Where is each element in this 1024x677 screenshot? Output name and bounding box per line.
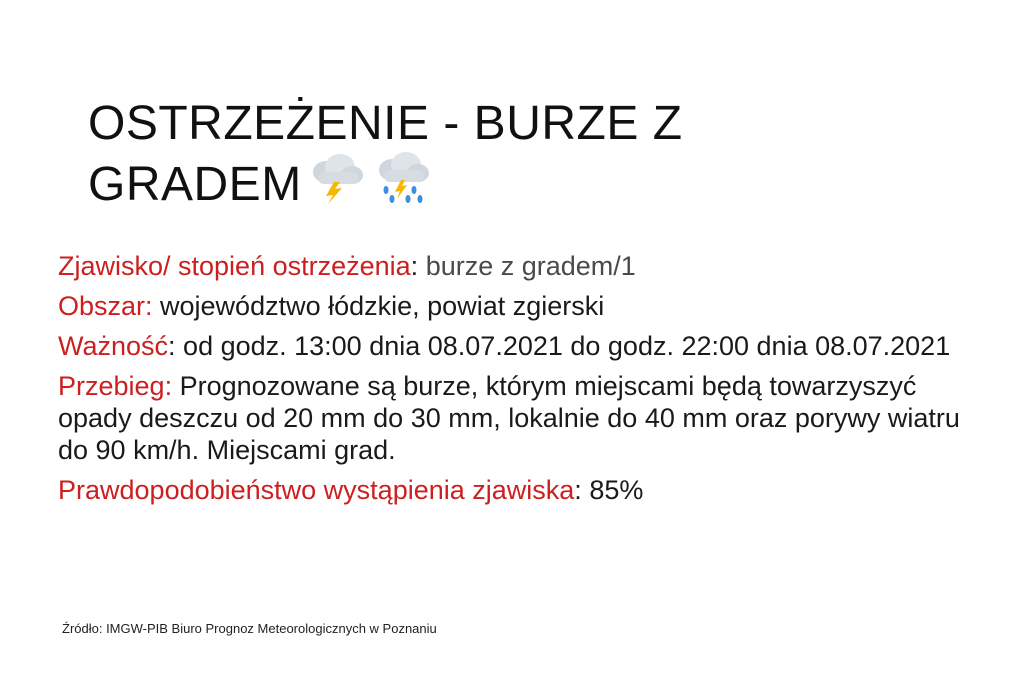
detail-area [58,290,968,322]
area-label: Obszar: [58,291,153,321]
probability-label: Prawdopodobieństwo wystąpienia zjawiska [58,475,575,505]
validity-value: od godz. 13:00 dnia 08.07.2021 do godz. 22:00 dnia 08.07.2021 [175,331,951,361]
phenomenon-value: burze z gradem/1 [418,251,636,281]
probability-value: 85% [581,475,644,505]
page-title [88,96,768,217]
title-line-1: OSTRZEŻENIE - BURZE Z [88,97,683,150]
detail-course [58,370,968,466]
warning-details [58,250,968,514]
title-line-2: GRADEM [88,158,302,211]
thunder-cloud-icon [306,152,368,217]
detail-phenomenon [58,250,968,282]
validity-separator: : [168,331,176,361]
validity-label: Ważność [58,331,169,361]
phenomenon-separator: : [410,251,419,281]
phenomenon-label: Zjawisko/ stopień ostrzeżenia [58,251,411,281]
detail-probability [58,474,968,506]
course-label: Przebieg: [58,371,173,401]
course-value: Prognozowane są burze, którym miejscami będą towarzyszyć opady deszczu od 20 mm do 30 mm, lokalnie do 40 mm oraz porywy wiatru do 90 km/h. Miejscami grad. [58,371,960,465]
probability-separator: : [574,475,582,505]
source-note: Źródło: IMGW-PIB Biuro Prognoz Meteorologicznych w Poznaniu [62,621,437,636]
thunder-rain-cloud-icon [372,152,434,217]
area-value: województwo łódzkie, powiat zgierski [152,291,605,321]
detail-validity [58,330,968,362]
